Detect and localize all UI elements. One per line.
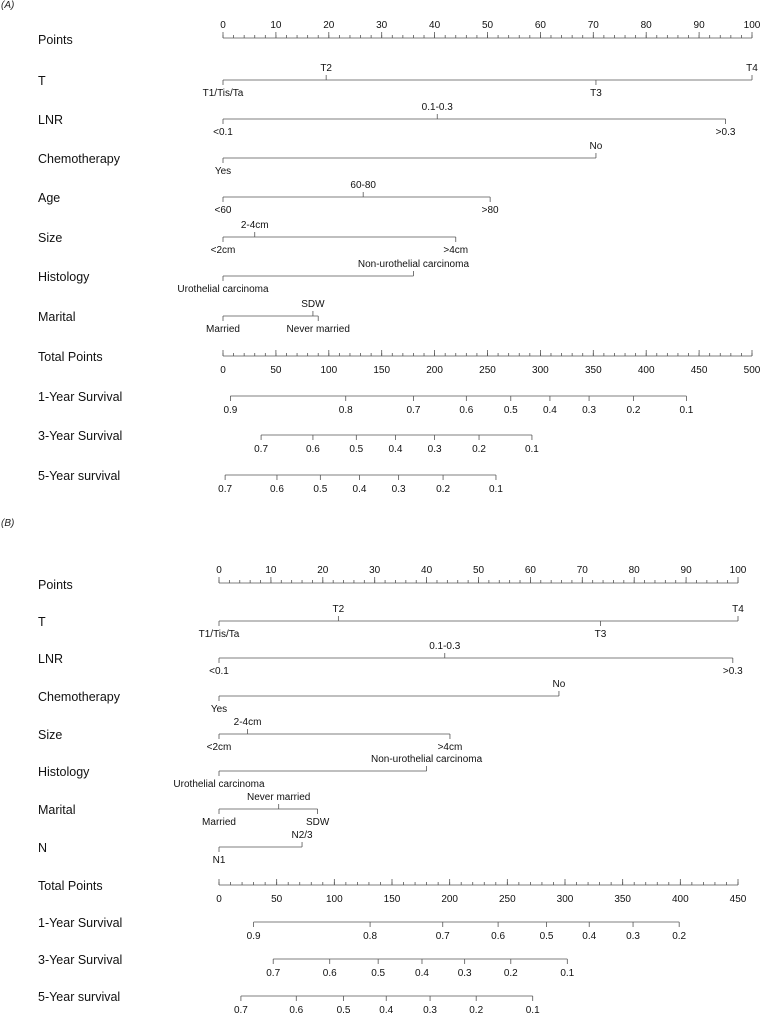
points-tick-label: 50	[472, 565, 485, 576]
points-axis	[38, 565, 747, 592]
level-label-0-3: >0.3	[715, 127, 736, 138]
level-label-sdw: SDW	[305, 817, 330, 828]
points-tick-label: 60	[534, 20, 546, 31]
panel-a	[1, 0, 761, 495]
total-points-title: Total Points	[38, 879, 103, 893]
survival-tick-label: 0.4	[352, 484, 367, 495]
total-tick-label: 200	[441, 894, 459, 905]
points-axis	[38, 20, 761, 47]
level-label-0-1-0-3: 0.1-0.3	[421, 102, 453, 113]
survival-tick-label: 0.3	[457, 968, 472, 979]
predictor-t	[38, 63, 758, 99]
survival-tick-label: 0.2	[436, 484, 451, 495]
total-tick-label: 400	[637, 365, 655, 376]
level-label-80: >80	[481, 205, 499, 216]
survival-tick-label: 0.7	[218, 484, 233, 495]
survival-tick-label: 0.5	[349, 444, 364, 455]
predictor-label: Size	[38, 231, 63, 245]
predictor-label: Chemotherapy	[38, 152, 120, 166]
level-label-0-1: <0.1	[209, 666, 229, 677]
survival-axis-title: 5-Year survival	[38, 469, 121, 483]
predictor-label: LNR	[38, 113, 64, 127]
survival-axis-title: 3-Year Survival	[38, 429, 123, 443]
level-label-0-3: >0.3	[722, 666, 743, 677]
survival-tick-label: 0.6	[322, 968, 337, 979]
predictor-n	[38, 830, 313, 866]
survival-tick-label: 0.5	[539, 931, 554, 942]
predictor-histology	[38, 754, 483, 790]
level-label-yes: Yes	[214, 166, 232, 177]
survival-tick-label: 0.2	[469, 1005, 484, 1015]
survival-axis-title: 3-Year Survival	[38, 953, 123, 967]
predictor-chemotherapy	[38, 679, 566, 715]
level-label-married: Married	[206, 324, 240, 335]
survival-tick-label: 0.1	[524, 444, 539, 455]
total-tick-label: 300	[532, 365, 549, 376]
predictor-t	[38, 604, 744, 640]
survival-tick-label: 0.8	[338, 405, 353, 416]
level-label-t1-tis-ta: T1/Tis/Ta	[198, 629, 240, 640]
level-label-no: No	[589, 141, 603, 152]
survival-tick-label: 0.6	[270, 484, 284, 495]
points-tick-label: 90	[693, 20, 705, 31]
points-tick-label: 0	[216, 565, 222, 576]
survival-axis-1-year-survival	[38, 916, 687, 942]
total-tick-label: 250	[479, 365, 496, 376]
predictor-lnr	[38, 641, 743, 677]
survival-tick-label: 0.3	[423, 1005, 438, 1015]
level-label-t2: T2	[320, 63, 332, 74]
survival-tick-label: 0.6	[289, 1005, 304, 1015]
survival-tick-label: 0.6	[491, 931, 506, 942]
points-tick-label: 20	[317, 565, 329, 576]
total-tick-label: 350	[614, 894, 632, 905]
survival-axis-5-year-survival	[38, 469, 503, 495]
level-label-t4: T4	[746, 63, 758, 74]
total-points-title: Total Points	[38, 350, 103, 364]
points-tick-label: 40	[421, 565, 433, 576]
total-tick-label: 0	[220, 365, 226, 376]
predictor-label: Age	[38, 191, 61, 205]
level-label-0-1: <0.1	[213, 127, 233, 138]
total-tick-label: 50	[270, 365, 282, 376]
level-label-married: Married	[202, 817, 236, 828]
points-tick-label: 10	[265, 565, 277, 576]
predictor-label: T	[38, 615, 46, 629]
level-label-t3: T3	[594, 629, 607, 640]
points-axis-title: Points	[38, 578, 73, 592]
survival-tick-label: 0.4	[415, 968, 429, 979]
level-label-n2-3: N2/3	[291, 830, 313, 841]
survival-tick-label: 0.4	[379, 1005, 394, 1015]
points-tick-label: 10	[270, 20, 282, 31]
survival-tick-label: 0.3	[582, 405, 597, 416]
survival-tick-label: 0.8	[363, 931, 378, 942]
panel-b	[1, 518, 747, 1015]
survival-axis-title: 1-Year Survival	[38, 390, 123, 404]
total-points-axis	[38, 350, 761, 376]
survival-axis-3-year-survival	[38, 953, 575, 979]
survival-tick-label: 0.2	[626, 405, 641, 416]
total-tick-label: 0	[216, 894, 222, 905]
total-tick-label: 150	[373, 365, 391, 376]
survival-tick-label: 0.4	[388, 444, 403, 455]
predictor-marital	[38, 792, 330, 828]
level-label-non-urothelial-carcinoma: Non-urothelial carcinoma	[357, 259, 470, 270]
level-label-n1: N1	[212, 855, 226, 866]
level-label-2-4cm: 2-4cm	[240, 220, 269, 231]
level-label-4cm: >4cm	[443, 245, 469, 256]
points-tick-label: 90	[680, 565, 692, 576]
points-tick-label: 70	[587, 20, 599, 31]
total-tick-label: 100	[320, 365, 338, 376]
predictor-marital	[38, 299, 350, 335]
predictor-histology	[38, 259, 469, 295]
total-tick-label: 500	[743, 365, 761, 376]
survival-axis-title: 5-Year survival	[38, 990, 121, 1004]
level-label-sdw: SDW	[301, 299, 325, 310]
survival-tick-label: 0.3	[391, 484, 406, 495]
total-tick-label: 350	[584, 365, 602, 376]
total-tick-label: 200	[426, 365, 443, 376]
level-label-t1-tis-ta: T1/Tis/Ta	[202, 88, 244, 99]
survival-tick-label: 0.6	[305, 444, 320, 455]
survival-tick-label: 0.5	[371, 968, 386, 979]
total-tick-label: 50	[271, 894, 283, 905]
survival-axis-5-year-survival	[38, 990, 540, 1015]
survival-tick-label: 0.1	[560, 968, 575, 979]
survival-tick-label: 0.2	[672, 931, 687, 942]
predictor-age	[38, 180, 499, 216]
points-tick-label: 50	[481, 20, 494, 31]
level-label-t3: T3	[590, 88, 602, 99]
points-tick-label: 100	[729, 565, 747, 576]
level-label-60-80: 60-80	[350, 180, 376, 191]
survival-tick-label: 0.2	[472, 444, 486, 455]
points-tick-label: 60	[524, 565, 536, 576]
survival-tick-label: 0.7	[233, 1005, 248, 1015]
level-label-2cm: <2cm	[210, 245, 236, 256]
predictor-size	[38, 717, 462, 753]
predictor-chemotherapy	[38, 141, 603, 177]
panel-b-label: (B)	[1, 518, 15, 529]
level-label-urothelial-carcinoma: Urothelial carcinoma	[177, 284, 269, 295]
predictor-label: T	[38, 74, 46, 88]
level-label-0-1-0-3: 0.1-0.3	[429, 641, 461, 652]
survival-tick-label: 0.1	[525, 1005, 540, 1015]
points-tick-label: 20	[323, 20, 335, 31]
points-tick-label: 30	[369, 565, 381, 576]
survival-tick-label: 0.9	[223, 405, 238, 416]
total-tick-label: 250	[498, 894, 516, 905]
predictor-label: Histology	[38, 765, 90, 779]
total-tick-label: 400	[671, 894, 689, 905]
level-label-2cm: <2cm	[206, 742, 232, 753]
points-tick-label: 100	[743, 20, 761, 31]
points-tick-label: 80	[640, 20, 652, 31]
level-label-t4: T4	[732, 604, 744, 615]
survival-tick-label: 0.5	[313, 484, 328, 495]
level-label-non-urothelial-carcinoma: Non-urothelial carcinoma	[371, 754, 483, 765]
level-label-4cm: >4cm	[437, 742, 463, 753]
survival-tick-label: 0.3	[427, 444, 442, 455]
survival-tick-label: 0.7	[435, 931, 450, 942]
survival-tick-label: 0.5	[336, 1005, 351, 1015]
total-tick-label: 150	[383, 894, 401, 905]
predictor-size	[38, 220, 468, 256]
predictor-label: Marital	[38, 310, 76, 324]
survival-tick-label: 0.1	[489, 484, 503, 495]
survival-tick-label: 0.6	[459, 405, 474, 416]
survival-tick-label: 0.9	[246, 931, 261, 942]
level-label-2-4cm: 2-4cm	[233, 717, 262, 728]
survival-axis-1-year-survival	[38, 390, 694, 416]
survival-tick-label: 0.5	[503, 405, 518, 416]
predictor-lnr	[38, 102, 736, 138]
survival-tick-label: 0.3	[626, 931, 640, 942]
predictor-label: Chemotherapy	[38, 690, 120, 704]
predictor-label: Marital	[38, 803, 76, 817]
total-points-axis	[38, 879, 747, 905]
survival-tick-label: 0.4	[542, 405, 557, 416]
panel-a-label: (A)	[1, 0, 15, 11]
level-label-no: No	[552, 679, 566, 690]
survival-tick-label: 0.2	[503, 968, 518, 979]
survival-tick-label: 0.7	[254, 444, 269, 455]
points-tick-label: 40	[429, 20, 441, 31]
level-label-never-married: Never married	[286, 324, 350, 335]
points-tick-label: 0	[220, 20, 226, 31]
total-tick-label: 300	[556, 894, 574, 905]
survival-tick-label: 0.7	[266, 968, 281, 979]
total-tick-label: 100	[325, 894, 343, 905]
points-tick-label: 80	[628, 565, 640, 576]
points-tick-label: 30	[376, 20, 388, 31]
level-label-60: <60	[214, 205, 232, 216]
total-tick-label: 450	[690, 365, 708, 376]
level-label-never-married: Never married	[247, 792, 311, 803]
predictor-label: LNR	[38, 652, 64, 666]
survival-axis-3-year-survival	[38, 429, 539, 455]
points-tick-label: 70	[576, 565, 588, 576]
survival-axis-title: 1-Year Survival	[38, 916, 123, 930]
predictor-label: N	[38, 841, 48, 855]
survival-tick-label: 0.4	[582, 931, 597, 942]
level-label-yes: Yes	[210, 704, 228, 715]
level-label-urothelial-carcinoma: Urothelial carcinoma	[173, 779, 265, 790]
predictor-label: Histology	[38, 270, 90, 284]
survival-tick-label: 0.7	[406, 405, 421, 416]
total-tick-label: 450	[729, 894, 747, 905]
survival-tick-label: 0.1	[679, 405, 694, 416]
predictor-label: Size	[38, 728, 63, 742]
level-label-t2: T2	[332, 604, 345, 615]
points-axis-title: Points	[38, 33, 73, 47]
